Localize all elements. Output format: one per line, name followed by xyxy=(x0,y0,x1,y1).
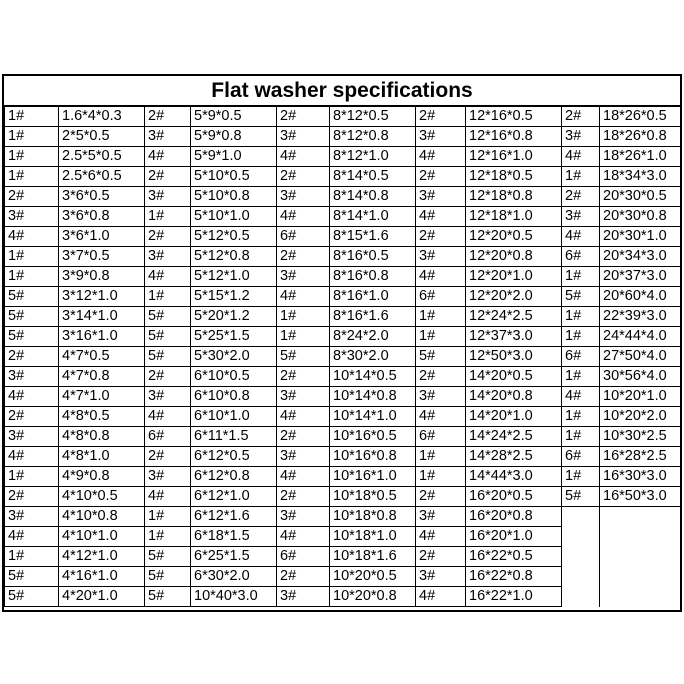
grade-cell: 3# xyxy=(5,207,59,227)
size-cell: 18*26*1.0 xyxy=(600,147,681,167)
grade-cell: 2# xyxy=(277,367,330,387)
size-cell: 10*16*1.0 xyxy=(330,467,416,487)
size-cell: 4*12*1.0 xyxy=(59,547,145,567)
grade-cell: 1# xyxy=(562,167,600,187)
grade-cell: 2# xyxy=(277,487,330,507)
size-cell xyxy=(600,587,681,607)
grade-cell: 2# xyxy=(145,227,191,247)
grade-cell: 4# xyxy=(5,527,59,547)
table-row xyxy=(5,127,681,147)
spec-table xyxy=(4,106,681,607)
size-cell: 12*20*0.8 xyxy=(466,247,562,267)
grade-cell: 2# xyxy=(145,447,191,467)
grade-cell: 4# xyxy=(416,587,466,607)
grade-cell: 2# xyxy=(5,187,59,207)
grade-cell: 6# xyxy=(562,447,600,467)
table-row xyxy=(5,307,681,327)
grade-cell: 6# xyxy=(277,227,330,247)
size-cell: 4*10*0.8 xyxy=(59,507,145,527)
size-cell: 14*44*3.0 xyxy=(466,467,562,487)
grade-cell: 3# xyxy=(277,387,330,407)
grade-cell: 3# xyxy=(416,247,466,267)
size-cell: 5*12*0.5 xyxy=(191,227,277,247)
size-cell: 3*7*0.5 xyxy=(59,247,145,267)
size-cell: 4*20*1.0 xyxy=(59,587,145,607)
grade-cell: 5# xyxy=(5,287,59,307)
size-cell: 5*12*0.8 xyxy=(191,247,277,267)
size-cell: 10*40*3.0 xyxy=(191,587,277,607)
table-row xyxy=(5,247,681,267)
size-cell: 12*37*3.0 xyxy=(466,327,562,347)
table-row xyxy=(5,327,681,347)
size-cell: 5*30*2.0 xyxy=(191,347,277,367)
size-cell: 8*12*0.8 xyxy=(330,127,416,147)
size-cell: 8*30*2.0 xyxy=(330,347,416,367)
size-cell: 2*5*0.5 xyxy=(59,127,145,147)
size-cell: 10*18*1.6 xyxy=(330,547,416,567)
size-cell: 6*25*1.5 xyxy=(191,547,277,567)
table-row xyxy=(5,107,681,127)
grade-cell: 1# xyxy=(562,467,600,487)
size-cell: 8*15*1.6 xyxy=(330,227,416,247)
table-row xyxy=(5,567,681,587)
grade-cell: 5# xyxy=(145,327,191,347)
size-cell: 6*11*1.5 xyxy=(191,427,277,447)
grade-cell: 2# xyxy=(416,367,466,387)
table-row xyxy=(5,527,681,547)
grade-cell: 6# xyxy=(416,287,466,307)
size-cell: 3*14*1.0 xyxy=(59,307,145,327)
size-cell: 12*16*0.8 xyxy=(466,127,562,147)
grade-cell: 4# xyxy=(416,267,466,287)
size-cell: 12*50*3.0 xyxy=(466,347,562,367)
table-row xyxy=(5,587,681,607)
grade-cell: 5# xyxy=(145,567,191,587)
grade-cell: 4# xyxy=(145,267,191,287)
size-cell: 20*30*0.5 xyxy=(600,187,681,207)
size-cell: 3*6*0.5 xyxy=(59,187,145,207)
grade-cell: 4# xyxy=(416,147,466,167)
grade-cell: 1# xyxy=(145,507,191,527)
grade-cell: 1# xyxy=(277,327,330,347)
size-cell: 10*20*2.0 xyxy=(600,407,681,427)
size-cell: 12*18*1.0 xyxy=(466,207,562,227)
size-cell: 10*18*1.0 xyxy=(330,527,416,547)
size-cell: 8*14*0.8 xyxy=(330,187,416,207)
size-cell: 4*8*0.8 xyxy=(59,427,145,447)
size-cell: 3*6*1.0 xyxy=(59,227,145,247)
size-cell: 16*20*0.5 xyxy=(466,487,562,507)
grade-cell: 1# xyxy=(5,467,59,487)
size-cell: 4*7*1.0 xyxy=(59,387,145,407)
grade-cell: 2# xyxy=(277,167,330,187)
size-cell: 5*20*1.2 xyxy=(191,307,277,327)
grade-cell: 3# xyxy=(277,587,330,607)
grade-cell: 3# xyxy=(277,127,330,147)
size-cell: 18*26*0.5 xyxy=(600,107,681,127)
table-row xyxy=(5,507,681,527)
size-cell: 8*24*2.0 xyxy=(330,327,416,347)
size-cell: 5*10*0.8 xyxy=(191,187,277,207)
size-cell: 8*12*0.5 xyxy=(330,107,416,127)
size-cell: 20*34*3.0 xyxy=(600,247,681,267)
table-row xyxy=(5,347,681,367)
grade-cell: 2# xyxy=(416,227,466,247)
grade-cell: 2# xyxy=(562,107,600,127)
size-cell: 3*6*0.8 xyxy=(59,207,145,227)
size-cell: 5*9*0.5 xyxy=(191,107,277,127)
size-cell xyxy=(600,507,681,527)
size-cell: 6*30*2.0 xyxy=(191,567,277,587)
grade-cell: 3# xyxy=(145,127,191,147)
table-row xyxy=(5,227,681,247)
grade-cell: 4# xyxy=(277,287,330,307)
grade-cell: 4# xyxy=(277,147,330,167)
table-row xyxy=(5,447,681,467)
grade-cell: 4# xyxy=(5,227,59,247)
grade-cell: 3# xyxy=(145,467,191,487)
size-cell: 4*10*1.0 xyxy=(59,527,145,547)
grade-cell: 4# xyxy=(277,467,330,487)
size-cell: 12*20*1.0 xyxy=(466,267,562,287)
size-cell: 16*20*1.0 xyxy=(466,527,562,547)
grade-cell: 2# xyxy=(5,487,59,507)
size-cell: 3*12*1.0 xyxy=(59,287,145,307)
size-cell: 14*20*0.8 xyxy=(466,387,562,407)
grade-cell: 2# xyxy=(145,367,191,387)
grade-cell: 3# xyxy=(5,507,59,527)
size-cell: 6*10*1.0 xyxy=(191,407,277,427)
size-cell: 10*20*0.5 xyxy=(330,567,416,587)
grade-cell: 1# xyxy=(416,447,466,467)
size-cell: 8*14*0.5 xyxy=(330,167,416,187)
table-row xyxy=(5,467,681,487)
size-cell: 8*12*1.0 xyxy=(330,147,416,167)
size-cell: 12*20*2.0 xyxy=(466,287,562,307)
grade-cell: 3# xyxy=(416,127,466,147)
grade-cell: 1# xyxy=(562,367,600,387)
size-cell: 4*7*0.5 xyxy=(59,347,145,367)
washer-spec-sheet xyxy=(2,74,682,612)
size-cell: 20*37*3.0 xyxy=(600,267,681,287)
size-cell: 20*60*4.0 xyxy=(600,287,681,307)
size-cell: 10*20*1.0 xyxy=(600,387,681,407)
grade-cell xyxy=(562,547,600,567)
grade-cell: 2# xyxy=(277,427,330,447)
table-row xyxy=(5,427,681,447)
grade-cell: 2# xyxy=(416,487,466,507)
grade-cell: 3# xyxy=(277,267,330,287)
grade-cell: 4# xyxy=(562,387,600,407)
size-cell: 10*30*2.5 xyxy=(600,427,681,447)
grade-cell: 2# xyxy=(416,107,466,127)
grade-cell: 4# xyxy=(145,487,191,507)
size-cell: 10*18*0.5 xyxy=(330,487,416,507)
grade-cell: 1# xyxy=(562,427,600,447)
grade-cell: 6# xyxy=(277,547,330,567)
grade-cell: 2# xyxy=(562,187,600,207)
grade-cell: 2# xyxy=(145,107,191,127)
size-cell xyxy=(600,567,681,587)
grade-cell xyxy=(562,567,600,587)
size-cell: 10*14*0.5 xyxy=(330,367,416,387)
size-cell: 3*9*0.8 xyxy=(59,267,145,287)
grade-cell xyxy=(562,527,600,547)
size-cell: 5*12*1.0 xyxy=(191,267,277,287)
grade-cell: 1# xyxy=(277,307,330,327)
size-cell: 6*10*0.5 xyxy=(191,367,277,387)
size-cell: 24*44*4.0 xyxy=(600,327,681,347)
size-cell: 27*50*4.0 xyxy=(600,347,681,367)
grade-cell: 5# xyxy=(277,347,330,367)
grade-cell: 5# xyxy=(562,487,600,507)
grade-cell: 2# xyxy=(5,407,59,427)
grade-cell: 4# xyxy=(562,227,600,247)
size-cell: 12*18*0.8 xyxy=(466,187,562,207)
size-cell: 16*50*3.0 xyxy=(600,487,681,507)
grade-cell: 1# xyxy=(5,247,59,267)
grade-cell: 3# xyxy=(562,207,600,227)
size-cell: 16*30*3.0 xyxy=(600,467,681,487)
grade-cell: 3# xyxy=(277,187,330,207)
size-cell: 5*9*1.0 xyxy=(191,147,277,167)
grade-cell: 1# xyxy=(562,407,600,427)
grade-cell: 3# xyxy=(416,387,466,407)
grade-cell: 4# xyxy=(145,147,191,167)
size-cell: 5*9*0.8 xyxy=(191,127,277,147)
grade-cell: 5# xyxy=(5,327,59,347)
grade-cell: 1# xyxy=(5,147,59,167)
size-cell: 18*26*0.8 xyxy=(600,127,681,147)
grade-cell: 3# xyxy=(145,387,191,407)
size-cell: 12*16*0.5 xyxy=(466,107,562,127)
size-cell: 10*14*1.0 xyxy=(330,407,416,427)
grade-cell: 5# xyxy=(416,347,466,367)
grade-cell: 3# xyxy=(416,507,466,527)
size-cell: 6*12*1.0 xyxy=(191,487,277,507)
grade-cell: 1# xyxy=(562,327,600,347)
grade-cell: 3# xyxy=(5,367,59,387)
size-cell: 18*34*3.0 xyxy=(600,167,681,187)
grade-cell: 4# xyxy=(145,407,191,427)
size-cell: 30*56*4.0 xyxy=(600,367,681,387)
grade-cell xyxy=(562,507,600,527)
size-cell: 4*9*0.8 xyxy=(59,467,145,487)
size-cell xyxy=(600,527,681,547)
grade-cell: 4# xyxy=(416,207,466,227)
grade-cell: 1# xyxy=(145,287,191,307)
grade-cell: 5# xyxy=(5,587,59,607)
grade-cell: 1# xyxy=(562,267,600,287)
grade-cell: 6# xyxy=(562,347,600,367)
size-cell: 2.5*5*0.5 xyxy=(59,147,145,167)
grade-cell: 1# xyxy=(145,527,191,547)
grade-cell: 3# xyxy=(5,427,59,447)
table-row xyxy=(5,187,681,207)
grade-cell: 2# xyxy=(416,167,466,187)
grade-cell: 1# xyxy=(5,107,59,127)
grade-cell: 1# xyxy=(416,307,466,327)
table-row xyxy=(5,407,681,427)
size-cell: 3*16*1.0 xyxy=(59,327,145,347)
size-cell: 6*10*0.8 xyxy=(191,387,277,407)
grade-cell: 4# xyxy=(416,407,466,427)
size-cell: 5*10*0.5 xyxy=(191,167,277,187)
grade-cell: 3# xyxy=(562,127,600,147)
size-cell: 16*28*2.5 xyxy=(600,447,681,467)
size-cell: 8*16*0.5 xyxy=(330,247,416,267)
size-cell: 1.6*4*0.3 xyxy=(59,107,145,127)
size-cell: 5*15*1.2 xyxy=(191,287,277,307)
grade-cell: 2# xyxy=(416,547,466,567)
size-cell: 6*12*0.8 xyxy=(191,467,277,487)
size-cell: 14*24*2.5 xyxy=(466,427,562,447)
grade-cell: 1# xyxy=(416,467,466,487)
grade-cell: 6# xyxy=(416,427,466,447)
grade-cell: 1# xyxy=(145,207,191,227)
grade-cell: 5# xyxy=(562,287,600,307)
spec-table-body xyxy=(5,107,681,607)
size-cell: 20*30*1.0 xyxy=(600,227,681,247)
table-row xyxy=(5,167,681,187)
grade-cell: 2# xyxy=(277,247,330,267)
size-cell: 12*16*1.0 xyxy=(466,147,562,167)
grade-cell: 4# xyxy=(277,407,330,427)
size-cell: 5*10*1.0 xyxy=(191,207,277,227)
grade-cell: 2# xyxy=(5,347,59,367)
size-cell: 22*39*3.0 xyxy=(600,307,681,327)
grade-cell: 3# xyxy=(145,247,191,267)
grade-cell: 4# xyxy=(5,447,59,467)
size-cell: 4*10*0.5 xyxy=(59,487,145,507)
size-cell: 4*8*0.5 xyxy=(59,407,145,427)
size-cell: 14*28*2.5 xyxy=(466,447,562,467)
grade-cell: 5# xyxy=(5,567,59,587)
size-cell: 4*7*0.8 xyxy=(59,367,145,387)
table-row xyxy=(5,547,681,567)
size-cell: 4*16*1.0 xyxy=(59,567,145,587)
size-cell: 16*22*0.5 xyxy=(466,547,562,567)
grade-cell: 4# xyxy=(277,207,330,227)
size-cell: 4*8*1.0 xyxy=(59,447,145,467)
size-cell: 5*25*1.5 xyxy=(191,327,277,347)
grade-cell: 5# xyxy=(145,547,191,567)
table-row xyxy=(5,147,681,167)
grade-cell: 3# xyxy=(277,447,330,467)
size-cell xyxy=(600,547,681,567)
grade-cell: 3# xyxy=(416,187,466,207)
grade-cell: 2# xyxy=(145,167,191,187)
grade-cell: 6# xyxy=(562,247,600,267)
grade-cell: 3# xyxy=(416,567,466,587)
size-cell: 16*20*0.8 xyxy=(466,507,562,527)
table-row xyxy=(5,487,681,507)
size-cell: 10*16*0.5 xyxy=(330,427,416,447)
grade-cell: 1# xyxy=(416,327,466,347)
size-cell: 12*18*0.5 xyxy=(466,167,562,187)
grade-cell: 6# xyxy=(145,427,191,447)
grade-cell: 4# xyxy=(5,387,59,407)
size-cell: 12*20*0.5 xyxy=(466,227,562,247)
grade-cell: 5# xyxy=(145,347,191,367)
grade-cell: 1# xyxy=(5,127,59,147)
sheet-title: Flat washer specifications xyxy=(4,76,680,106)
grade-cell: 1# xyxy=(5,167,59,187)
size-cell: 10*16*0.8 xyxy=(330,447,416,467)
size-cell: 8*14*1.0 xyxy=(330,207,416,227)
table-row xyxy=(5,207,681,227)
grade-cell: 5# xyxy=(5,307,59,327)
grade-cell: 1# xyxy=(5,267,59,287)
grade-cell xyxy=(562,587,600,607)
table-row xyxy=(5,287,681,307)
size-cell: 16*22*1.0 xyxy=(466,587,562,607)
size-cell: 2.5*6*0.5 xyxy=(59,167,145,187)
size-cell: 12*24*2.5 xyxy=(466,307,562,327)
size-cell: 10*20*0.8 xyxy=(330,587,416,607)
grade-cell: 4# xyxy=(562,147,600,167)
size-cell: 14*20*1.0 xyxy=(466,407,562,427)
table-row xyxy=(5,387,681,407)
grade-cell: 2# xyxy=(277,567,330,587)
grade-cell: 4# xyxy=(416,527,466,547)
size-cell: 20*30*0.8 xyxy=(600,207,681,227)
grade-cell: 3# xyxy=(277,507,330,527)
size-cell: 16*22*0.8 xyxy=(466,567,562,587)
grade-cell: 1# xyxy=(5,547,59,567)
size-cell: 6*18*1.5 xyxy=(191,527,277,547)
grade-cell: 2# xyxy=(277,107,330,127)
size-cell: 8*16*1.6 xyxy=(330,307,416,327)
grade-cell: 1# xyxy=(562,307,600,327)
table-row xyxy=(5,367,681,387)
size-cell: 10*18*0.8 xyxy=(330,507,416,527)
size-cell: 8*16*0.8 xyxy=(330,267,416,287)
size-cell: 6*12*0.5 xyxy=(191,447,277,467)
size-cell: 10*14*0.8 xyxy=(330,387,416,407)
grade-cell: 5# xyxy=(145,307,191,327)
size-cell: 8*16*1.0 xyxy=(330,287,416,307)
size-cell: 6*12*1.6 xyxy=(191,507,277,527)
grade-cell: 5# xyxy=(145,587,191,607)
table-row xyxy=(5,267,681,287)
grade-cell: 3# xyxy=(145,187,191,207)
grade-cell: 4# xyxy=(277,527,330,547)
size-cell: 14*20*0.5 xyxy=(466,367,562,387)
